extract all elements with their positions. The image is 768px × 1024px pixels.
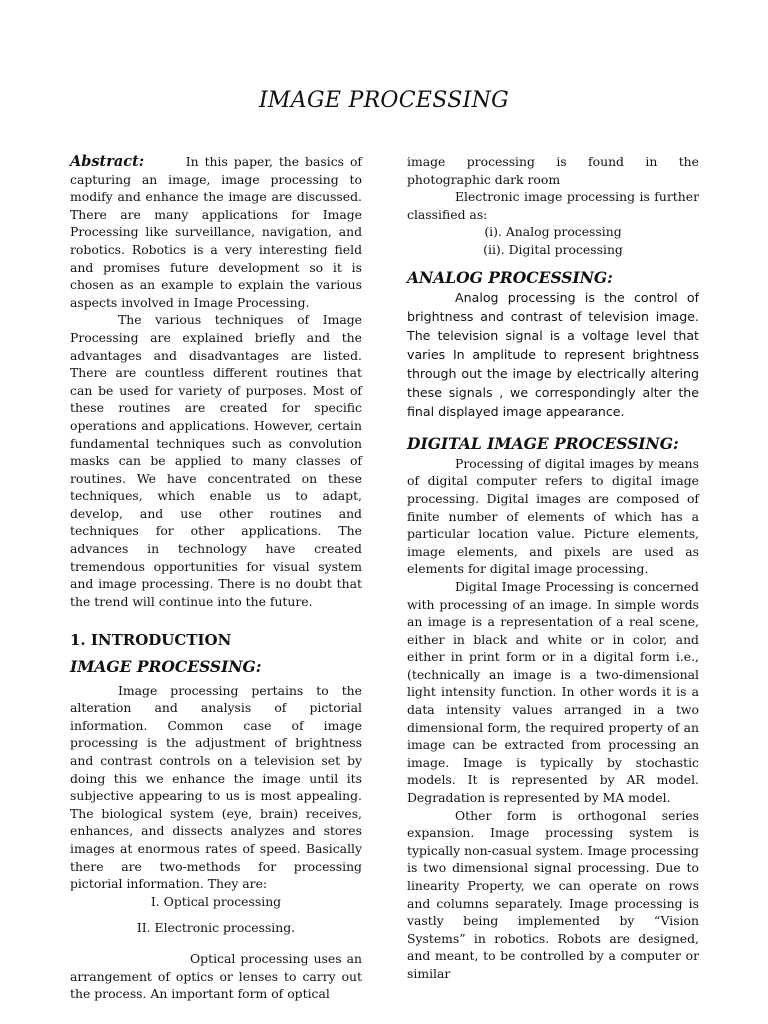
- analog-heading: ANALOG PROCESSING:: [407, 267, 613, 287]
- abstract-label: Abstract:: [70, 153, 145, 170]
- section-heading-introduction: 1. INTRODUCTION: [70, 631, 232, 650]
- digital-paragraph-2: Digital Image Processing is concerned with processing of an image. In simple words an image is a representation of a real scene, either in black and white or in color, and either in print form or in a digital form i.e., (technically an image is a two-dimensional light intensity function. In other words it is a data intensity values arranged in a two dimensional form, the required property of an image can be extracted from processing an image. Image is typically by stochastic models. It is represented by AR model. Degradation is represented by MA model.: [407, 578, 699, 806]
- right-paragraph-2: Electronic image processing is further classified as:: [407, 189, 699, 222]
- right-column: [407, 153, 699, 983]
- digital-heading: DIGITAL IMAGE PROCESSING:: [407, 434, 679, 454]
- abstract-text-2: The various techniques of Image Processing are explained briefly and the advantages and disadvantages are listed. There are countless different routines that can be used for variety of purposes. Most of these routines are created for specific operations and applications. However, certain fundamental techniques such as convolution masks can be applied to many classes of routines. We have concentrated on these techniques, which enable us to adapt, develop, and use other routines and techniques for other applications. The advances in technology have created tremendous opportunities for visual system and image processing. There is no doubt that the trend will continue into the future.: [70, 312, 362, 609]
- left-column: [70, 153, 362, 1003]
- abstract-paragraph: [70, 153, 362, 311]
- method-optical: I. Optical processing: [150, 893, 282, 909]
- right-paragraph-1: image processing is found in the photographic dark room: [407, 154, 699, 187]
- digital-paragraph-3: Other form is orthogonal series expansion. Image processing system is typically non-casual system. Image processing is two dimensional signal processing. Due to linearity Property, we can operate on rows and columns separately. Image processing is vastly being implemented by “Vision Systems” in robotics. Robots are designed, and meant, to be controlled by a computer or similar: [407, 807, 699, 981]
- intro-paragraph-1: Image processing pertains to the alteration and analysis of pictorial information. Common case of image processing is the adjustment of brightness and contrast controls on a television set by doing this we enhance the image until its subjective appearing to us is most appealing. The biological system (eye, brain) receives, enhances, and dissects analyzes and stores images at enormous rates of speed. Basically there are two-methods for processing pictorial information. They are:: [70, 682, 362, 892]
- abstract-text-1: In this paper, the basics of capturing an image, image processing to modify and enhance the image are discussed. There are many applications for Image Processing like surveillance, navigation, and robotics. Robotics is a very interesting field and promises future development so it is chosen as an example to explain the various aspects involved in Image Processing.: [70, 154, 362, 310]
- type-analog: (i). Analog processing: [484, 224, 622, 240]
- intro-paragraph-2: Optical processing uses an arrangement of optics or lenses to carry out the process. An important form of optical: [70, 950, 362, 1002]
- method-electronic: II. Electronic processing.: [136, 920, 296, 936]
- type-digital: (ii). Digital processing: [483, 241, 623, 257]
- subsection-heading-image-processing: IMAGE PROCESSING:: [70, 657, 262, 677]
- analog-paragraph: Analog processing is the control of brightness and contrast of television image. The television signal is a voltage level that varies In amplitude to represent brightness through out the image by electrically altering these signals , we correspondingly alter the final displayed image appearance.: [407, 290, 699, 420]
- digital-paragraph-1: Processing of digital images by means of digital computer refers to digital image processing. Digital images are composed of finite number of elements of which has a particular location value. Picture elements, image elements, and pixels are used as elements for digital image processing.: [407, 455, 699, 577]
- page-title: IMAGE PROCESSING: [258, 88, 510, 113]
